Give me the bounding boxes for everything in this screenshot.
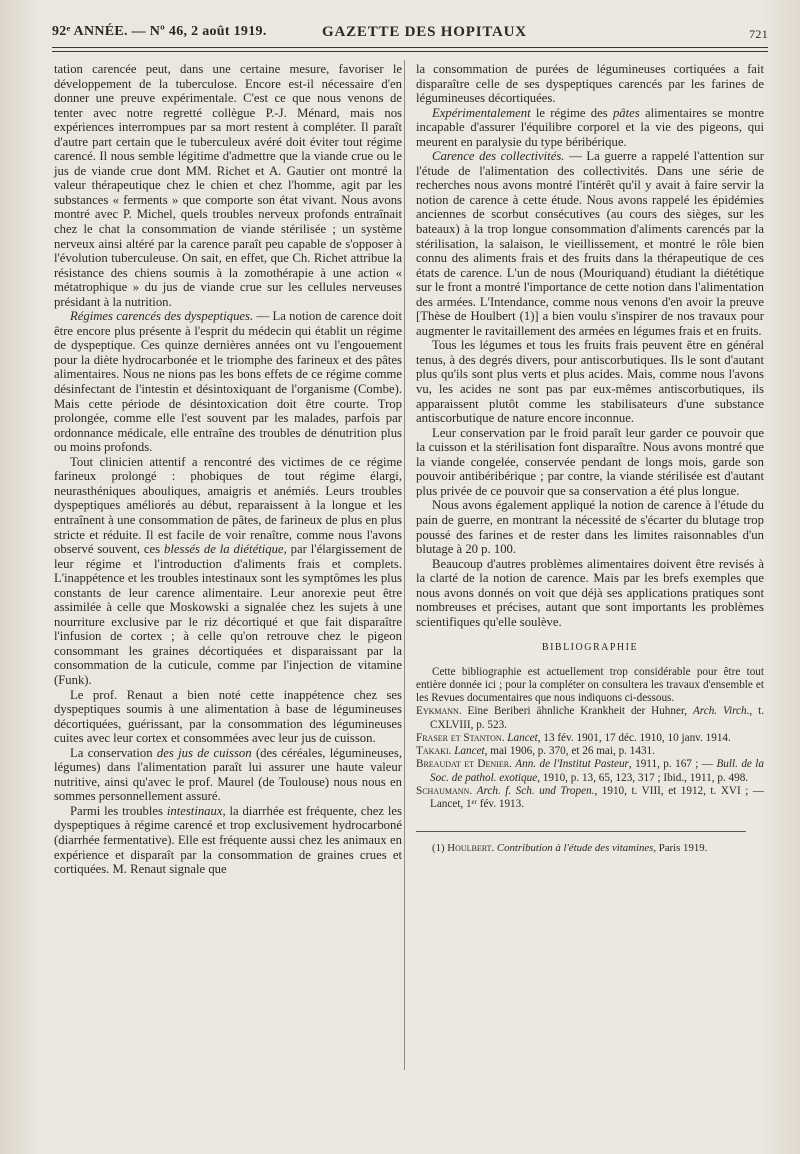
reference-item xyxy=(416,785,764,811)
paragraph-text: — La guerre a rappelé l'attention sur l'étude de l'alimentation des collectivités. Dans une série de recherches nous avons montré l'intérêt qu'il y avait à faire servir la notion de carence à cette étude. Nous avons rappelé les épidémies anciennes de scorbut consécutives (au cours des sièges, sur les bateaux) à la trop longue consommation d'aliments carencés par la stérilisation, la salaison, le vieillissement, et montré le rôle bien connu des aliments frais et des fruits dans la thérapeutique de ces états de carence. L'un de nous (Mouriquand) étudiant la diététique sur le front a montré l'importance de cette notion dans l'alimentation des armées. L'Intendance, comme nous venons d'en avoir la preuve [Thèse de Houlbert (1)] a bien voulu s'inspirer de nos travaux pour augmenter le ravitaillement des armées en légumes frais et en fruits. xyxy=(416,149,764,338)
footnote-author: Houlbert. xyxy=(447,842,495,855)
reference-author: Takaki. xyxy=(416,745,452,758)
reference-item xyxy=(416,732,764,745)
reference-journal: Arch. Virch. xyxy=(692,705,750,718)
reference-author: Schaumann. xyxy=(416,784,473,797)
paragraph: Nous avons également appliqué la notion de carence à l'étude du pain de guerre, en montrant la nécessité de s'écarter du blutage trop poussé des farines et de rester dans les limites raisonnables d'un blutage à 20 p. 100. xyxy=(416,498,764,557)
reference-journal: Bull. de la Soc. de pathol. exotique xyxy=(430,758,764,784)
reference-text: , mai 1906, p. 370, et 26 mai, p. 1431. xyxy=(484,745,655,758)
reference-item xyxy=(416,758,764,784)
paragraph: Tous les légumes et tous les fruits frais peuvent être en général tenus, à des degrés divers, pour antiscorbutiques. Ils le sont d'autant plus qu'ils sont plus verts et plus acides. Mais, comme nous l'avons vu, les acides ne sont pas par eux-mêmes antiscorbutiques, ils apparaissent plutôt comme les stabilisateurs d'une substance antiscorbutique de nature encore inconnue. xyxy=(416,338,764,426)
reference-text: , 1910, p. 13, 65, 123, 317 ; Ibid., 1911, p. 498. xyxy=(537,771,749,784)
header-rule xyxy=(52,47,768,48)
reference-author: Breaudat et Denier. xyxy=(416,758,512,771)
paragraph: Leur conservation par le froid paraît leur garder ce pouvoir que la cuisson et la stérilisation font disparaître. Nous avons montré que la viande congelée, conservée pendant de longs mois, garde son pouvoir antibéribérique ; par contre, la viande stérilisée est d'autant plus privée de ce pouvoir que sa conservation a été plus longue. xyxy=(416,425,764,498)
italic-text: des jus de cuisson xyxy=(156,745,252,760)
paragraph-text: — La notion de carence doit être encore plus présente à l'esprit du médecin qui établit un régime de dyspeptique. Ces quinze dernières années ont vu l'engouement pour la diète hydrocarbonée et le triomphe des farineux et des pâtes alimentaires. Nous ne nions pas les bons effets de ce régime comme désinfectant de l'intestin et désintoxiquant de l'organisme (Combe). Mais cette période de désintoxication doit être courte. Trop prolongée, comme elle l'est souvent par les malades, parfois par ordonnance médicale, elle entraîne des troubles de dénutrition plus ou moins profonds. xyxy=(54,309,402,455)
reference-text: , 1911, p. 167 ; — xyxy=(628,758,717,771)
paragraph-text: (des céréales, légumineuses, légumes) dans l'alimentation paraît lui assurer une haute valeur nutritive, ainsi qu'avec le prof. Maurel (de Toulouse) nous nous en sommes personnellement assuré. xyxy=(54,745,402,804)
reference-item xyxy=(416,745,764,758)
paragraph xyxy=(54,309,402,454)
header-rule-double xyxy=(52,51,768,52)
reference-text: Eine Beriberi ähnliche Krankheit der Huhner, xyxy=(461,705,693,718)
left-column xyxy=(54,62,402,877)
bibliography xyxy=(416,666,764,811)
paragraph-text: alimentaires se montre incapable d'assurer l'équilibre corporel et la vie des pigeons, qui meurent en paralysie du type béribérique. xyxy=(416,105,764,149)
reference-item xyxy=(416,705,764,731)
journal-title: GAZETTE DES HOPITAUX xyxy=(322,24,527,40)
reference-text: , t. CXLVIII, p. 523. xyxy=(430,705,765,731)
footnote-rule xyxy=(416,831,746,832)
paragraph xyxy=(54,455,402,688)
italic-text: blessés de la diététique xyxy=(164,542,284,557)
page-number: 721 xyxy=(749,27,768,41)
paragraph xyxy=(54,804,402,877)
reference-text: , 13 fév. 1901, 17 déc. 1910, 10 janv. 1914. xyxy=(537,731,731,744)
paragraph: Le prof. Renaut a bien noté cette inappétence chez ses dyspeptiques soumis à une alimentation à base de légumineuses décortiquées, guérissant, par la consommation des légumineuses cuites avec leur cortex et consommées avec leur jus de cuisson. xyxy=(54,687,402,746)
paragraph: la consommation de purées de légumineuses cortiquées a fait disparaître celle de ses dyspeptiques carencés par les farines de légumineuses décortiquées. xyxy=(416,62,764,106)
bibliography-intro: Cette bibliographie est actuellement trop considérable pour être tout entière donnée ici ; pour la compléter on consultera les travaux d'ensemble et les Revues documentaires que nous indiquons ci-dessous. xyxy=(416,665,764,705)
page-header xyxy=(52,20,768,46)
paragraph xyxy=(416,106,764,150)
reference-text: , 1910, t. VIII, et 1912, t. XVI ; — Lancet, 1ᵉʳ fév. 1913. xyxy=(430,784,764,810)
footnote xyxy=(416,842,764,855)
paragraph-text: La conservation xyxy=(70,745,157,760)
paragraph-text: , la diarrhée est fréquente, chez les dyspeptiques à régime carencé et trop exclusivement hydrocarboné (diarrhée fermentative). Elle est fréquente aussi chez les animaux en expérience et disparaît par la consommation de graines crues et cortiquées. M. Renaut signale que xyxy=(54,803,402,877)
paragraph-text: Parmi les troubles xyxy=(70,803,167,818)
paragraph-text: , par l'élargissement de leur régime et l'introduction d'aliments frais et complets. L'inappétence et les troubles intestinaux sont les symptômes les plus constants de leur carence alimentaire. Leur anorexie peut être assimilée à celle que Moskowski a signalée chez les sujets à une nourriture exclusive par le riz décortiqué et que fait disparaître l'infusion de cortex ; à celle qu'on retrouve chez le pigeon consommant les graines décortiquées et disparaissant par la consommation de la cuticule, comme par l'injection de vitamine (Funk). xyxy=(54,542,402,687)
reference-journal: Lancet xyxy=(454,745,485,758)
column-divider xyxy=(404,60,405,1070)
bibliography-title: BIBLIOGRAPHIE xyxy=(541,642,639,654)
issue-info: 92ᵉ ANNÉE. — Nº 46, 2 août 1919. xyxy=(52,24,267,39)
reference-author: Fraser et Stanton. xyxy=(416,731,505,744)
paragraph xyxy=(416,149,764,338)
paragraph xyxy=(54,746,402,804)
paragraph: tation carencée peut, dans une certaine mesure, favoriser le développement de la tuberculose. Encore est-il nécessaire d'en donner une preuve expérimentale. C'est ce que nous venons de tenter avec notre regretté collègue P.-J. Ménard, mais nos expériences interrompues par sa mort restent à compléter. Il paraît d'autre part certain que le tuberculeux avéré doit éviter tout régime carencé. Il nous semble légitime d'admettre que la viande crue ou le jus de viande crue dont MM. Richet et A. Gautier ont montré la valeur thérapeutique chez le chien et chez l'homme, agit par les substances « ferments » que comporte son état vivant. Nous avons montré avec P. Michel, quels troubles nerveux profonds entraînait chez le chat la consommation de viande stérilisée ; un système nerveux ainsi altéré par la carence paraît peu capable de s'opposer à l'évolution tuberculeuse. On sait, en effet, que Ch. Richet attribue la résistance des chiens soumis à la zomothérapie à une action « métatrophique » du jus de viande crue sur les cellules nerveuses présidant à la nutrition. xyxy=(54,62,402,309)
footnote-number: (1) xyxy=(432,842,448,855)
reference-journal: Ann. de l'Institut Pasteur xyxy=(515,758,629,771)
paragraph: Beaucoup d'autres problèmes alimentaires doivent être revisés à la clarté de la notion de carence. Mais par les brefs exemples que nous avons donnés on voit que déjà ses applications pratiques sont nombreuses et précises, autant que sont importants les problèmes scientifiques qu'elle soulève. xyxy=(416,556,764,629)
section-heading: Régimes carencés des dyspeptiques. xyxy=(70,309,254,324)
footnote-text: , Paris 1919. xyxy=(653,842,708,855)
section-heading: Carence des collectivités. xyxy=(432,149,565,164)
paragraph-text: Tout clinicien attentif a rencontré des victimes de ce régime farineux prolongé : phobiques de tout régime élargi, neurasthéniques abouliques, amaigris et anémiés. Leurs troubles dyspeptiques améliorés au début, reparaissent à la longue et les entraînent à une consommation de pâtes, de farineux de plus en plus stricte et réduite. Il est facile de voir renaître, comme nous l'avons observé souvent, ces xyxy=(54,454,402,557)
italic-text: pâtes xyxy=(612,105,640,120)
reference-author: Eykmann. xyxy=(416,705,462,718)
footnote-title: Contribution à l'étude des vitamines xyxy=(496,842,654,855)
italic-text: intestinaux xyxy=(166,803,223,818)
right-column xyxy=(416,62,764,855)
reference-journal: Lancet xyxy=(507,731,538,744)
reference-journal: Arch. f. Sch. und Tropen. xyxy=(476,784,595,797)
paragraph-text: le régime des xyxy=(530,105,613,120)
italic-text: Expérimentalement xyxy=(432,105,531,120)
